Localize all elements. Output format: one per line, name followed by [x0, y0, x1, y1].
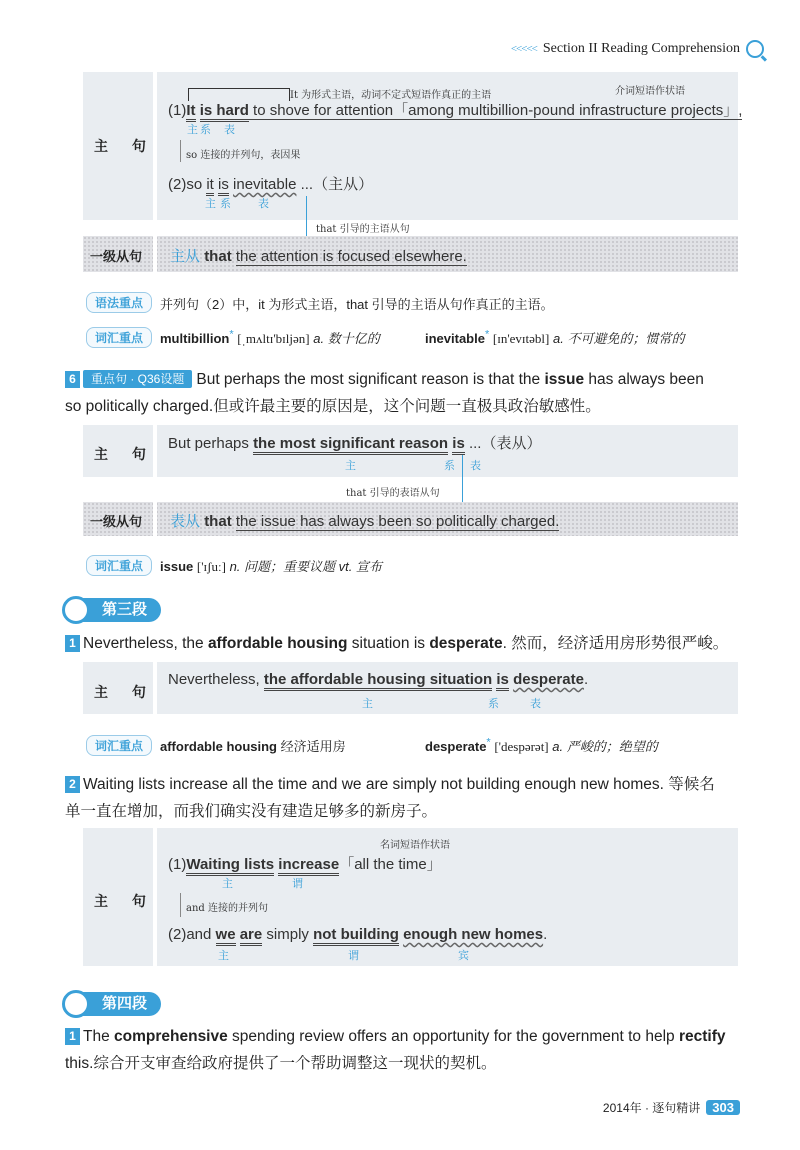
vocab-tag: 词汇重点 [86, 327, 152, 348]
role-pred: 表 [224, 124, 235, 136]
role-pred-3-2b: 谓 [348, 950, 359, 962]
vocab-inevitable: inevitable* [ɪn'evɪtəbl] a. 不可避免的；惯常的 [425, 328, 685, 346]
role-pred-2: 表 [258, 198, 269, 210]
subclause-label-6: 一级从句 [90, 514, 143, 529]
footer-book-title: 2014年 · 逐句精讲 [602, 1101, 701, 1115]
role-pred-3-2: 谓 [292, 878, 303, 890]
role-obj-3-2b: 宾 [458, 950, 469, 962]
role-link-2: 系 [220, 198, 231, 210]
sentence-3-1-analysis: Nevertheless, the affordable housing situation is desperate. [168, 671, 588, 688]
subclause-sentence-6: 表从 that the issue has always been so politically charged. [170, 513, 560, 530]
sentence-line-2: (2)so it is inevitable ...（主从） [168, 173, 373, 194]
vocab-tag-3: 词汇重点 [86, 735, 152, 756]
vocab-issue: issue ['ɪʃuː] n. 问题；重要议题 vt. 宣布 [160, 559, 382, 574]
role-subj-3-2b: 主 [218, 950, 229, 962]
role-subj-2: 主 [205, 198, 216, 210]
sentence-3-1: 1 Nevertheless, the affordable housing situation is desperate. 然而，经济适用房形势很严峻。 [65, 630, 755, 657]
sentence-6: 6 重点句 · Q36设题 But perhaps the most significant reason is that the issue has always been so politically charged.但或许最主要的原因是，这个问题一直极具政治敏感性。 [65, 371, 704, 415]
role-subj-3-2: 主 [222, 878, 233, 890]
sentence-3-2-line-2: (2)and we are simply not building enough new homes. [168, 926, 547, 943]
main-clause-label-3-1: 主 句 [94, 684, 156, 700]
sentence-3-2: 2 Waiting lists increase all the time and we are simply not building enough new homes. 等候名 单一直在增加，而我们确实没有建造足够多的新房子。 [65, 776, 715, 820]
role-subj-3-1: 主 [362, 698, 373, 710]
sentence-line-1: (1)It is hard to shove for attention「among multibillion-pound infrastructure projects」, [168, 99, 742, 120]
section-icon [62, 596, 90, 624]
annotation-that-predicative: that 引导的表语从句 [346, 488, 440, 499]
role-subj: 主 [187, 124, 198, 136]
header-title: Section II Reading Comprehension [542, 41, 740, 56]
section-4-heading: 第四段 [62, 990, 161, 1018]
role-link-3-1: 系 [488, 698, 499, 710]
role-link: 系 [200, 124, 211, 136]
vocab-tag-2: 词汇重点 [86, 555, 152, 576]
role-link-6: 系 [444, 460, 455, 472]
subclause-sentence: 主从 that the attention is focused elsewhere. [170, 248, 467, 265]
main-clause-label-3-2: 主 句 [94, 893, 156, 909]
annotation-that-subject: that 引导的主语从句 [316, 224, 410, 235]
vocab-desperate: desperate* ['despərət] a. 严峻的；绝望的 [425, 736, 658, 754]
annotation-noun-phrase: 名词短语作状语 [380, 840, 450, 851]
role-pred-6: 表 [470, 460, 481, 472]
section-3-heading: 第三段 [62, 596, 161, 624]
main-clause-label: 主 句 [94, 138, 156, 154]
sentence-4-1: 1 The comprehensive spending review offers an opportunity for the government to help rectify this.综合开支审查给政府提供了一个帮助调整这一现状的契机。 [65, 1028, 726, 1072]
annotation-and: and 连接的并列句 [186, 903, 268, 914]
magnifier-icon [746, 40, 764, 58]
main-clause-label-6: 主 句 [94, 446, 156, 462]
sentence-6-analysis: But perhaps the most significant reason is ...（表从） [168, 432, 541, 453]
subclause-label: 一级从句 [90, 249, 143, 264]
grammar-text: 并列句（2）中，it 为形式主语，that 引导的主语从句作真正的主语。 [160, 297, 554, 312]
annotation-so: so 连接的并列句，表因果 [186, 150, 301, 161]
role-pred-3-1: 表 [530, 698, 541, 710]
role-subj-6: 主 [345, 460, 356, 472]
vocab-affordable-housing: affordable housing 经济适用房 [160, 739, 346, 754]
running-header [511, 40, 764, 58]
annotation-formal-subject: It 为形式主语，动词不定式短语作真正的主语 [290, 90, 492, 101]
section-icon-2 [62, 990, 90, 1018]
key-sentence-tag: 重点句 · Q36设题 [83, 370, 192, 388]
header-arrows: <<<<< [510, 43, 537, 55]
page-number: 303 [706, 1100, 740, 1115]
sentence-3-2-line-1: (1)Waiting lists increase「all the time」 [168, 853, 442, 874]
vocab-multibillion: multibillion* [ˌmʌltɪ'bɪljən] a. 数十亿的 [160, 328, 380, 346]
grammar-tag: 语法重点 [86, 292, 152, 313]
annotation-prep-phrase: 介词短语作状语 [615, 86, 685, 97]
page-footer [603, 1099, 740, 1116]
